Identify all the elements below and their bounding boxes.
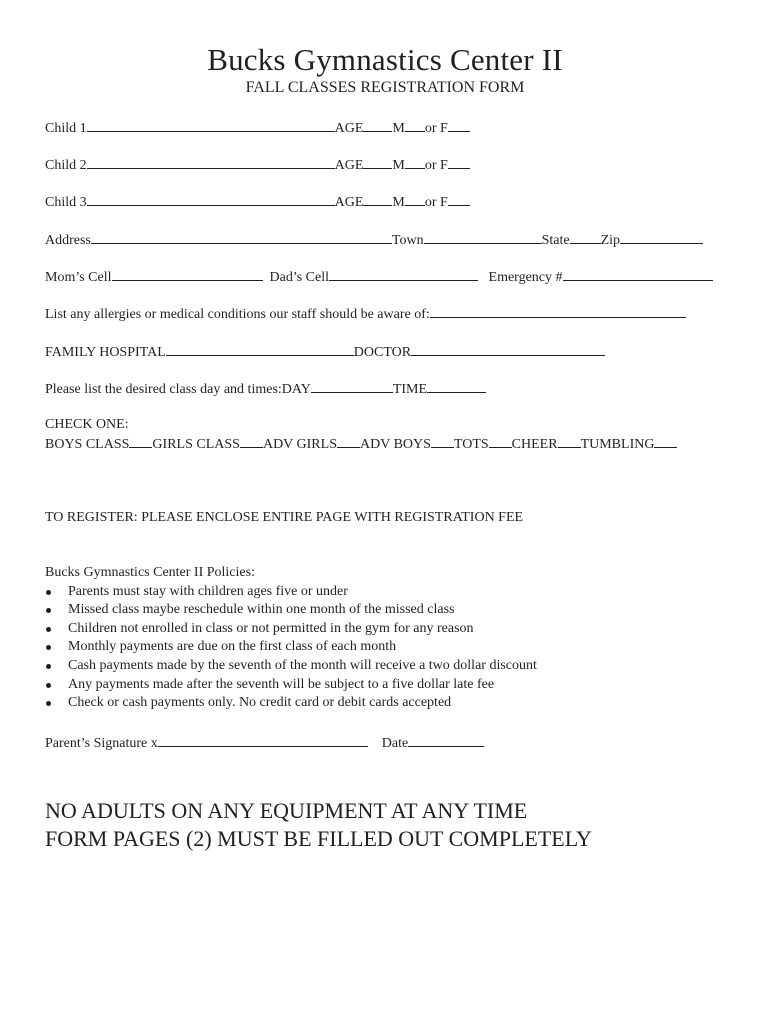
hospital-label: FAMILY HOSPITAL <box>45 345 166 360</box>
age-label: AGE <box>334 121 364 136</box>
bullet-icon <box>46 683 51 688</box>
male-label: M <box>392 195 405 210</box>
policy-item: Cash payments made by the seventh of the month will receive a two dollar discount <box>45 657 537 676</box>
option-tots: TOTS <box>453 437 489 452</box>
female-field[interactable] <box>448 192 470 206</box>
policy-item: Children not enrolled in class or not permitted in the gym for any reason <box>45 620 537 639</box>
policies-list <box>45 583 537 713</box>
age-label: AGE <box>334 158 364 173</box>
option-adv-boys: ADV BOYS <box>359 437 431 452</box>
moms-cell-label: Mom’s Cell <box>45 270 112 285</box>
option-tumbling: TUMBLING <box>580 437 655 452</box>
town-field[interactable] <box>424 230 542 244</box>
dads-cell-field[interactable] <box>329 267 478 281</box>
class-time-field[interactable] <box>427 379 486 393</box>
address-row <box>45 230 703 250</box>
age-field[interactable] <box>363 118 392 132</box>
child-row <box>45 155 470 175</box>
child-row <box>45 118 470 138</box>
emergency-label: Emergency # <box>488 270 563 285</box>
form-title: Bucks Gymnastics Center II <box>207 42 563 77</box>
allergies-label: List any allergies or medical conditions our staff should be aware of: <box>45 307 430 322</box>
option-adv-girls-check[interactable] <box>337 434 360 448</box>
signature-label: Parent’s Signature x <box>45 736 158 751</box>
notice-form-pages: FORM PAGES (2) MUST BE FILLED OUT COMPLETELY <box>45 826 592 851</box>
option-cheer: CHEER <box>511 437 558 452</box>
policies-section <box>45 564 537 713</box>
hospital-row <box>45 342 605 362</box>
state-label: State <box>541 233 570 248</box>
notice-no-adults: NO ADULTS ON ANY EQUIPMENT AT ANY TIME <box>45 798 528 823</box>
age-label: AGE <box>334 195 364 210</box>
state-field[interactable] <box>570 230 601 244</box>
policy-item: Check or cash payments only. No credit card or debit cards accepted <box>45 694 537 713</box>
zip-label: Zip <box>600 233 621 248</box>
female-label: or F <box>424 158 448 173</box>
female-field[interactable] <box>448 155 470 169</box>
child-label: Child 1 <box>45 121 87 136</box>
option-boys-class-check[interactable] <box>129 434 152 448</box>
bullet-icon <box>46 664 51 669</box>
class-day-label: Please list the desired class day and times:DAY <box>45 382 311 397</box>
policy-item: Any payments made after the seventh will be subject to a five dollar late fee <box>45 676 537 695</box>
bullet-icon <box>46 608 51 613</box>
allergies-field[interactable] <box>430 304 686 318</box>
bullet-icon <box>46 645 51 650</box>
option-boys-class: BOYS CLASS <box>45 437 130 452</box>
option-tots-check[interactable] <box>489 434 512 448</box>
bullet-icon <box>46 627 51 632</box>
doctor-label: DOCTOR <box>353 345 412 360</box>
male-label: M <box>392 121 405 136</box>
form-subtitle: FALL CLASSES REGISTRATION FORM <box>245 79 525 96</box>
male-label: M <box>392 158 405 173</box>
class-day-field[interactable] <box>311 379 393 393</box>
policy-item: Monthly payments are due on the first class of each month <box>45 638 537 657</box>
option-girls-class-check[interactable] <box>240 434 263 448</box>
bullet-icon <box>46 701 51 706</box>
check-one-options <box>45 434 677 454</box>
female-label: or F <box>424 195 448 210</box>
allergies-row <box>45 304 686 324</box>
register-note: TO REGISTER: PLEASE ENCLOSE ENTIRE PAGE WITH REGISTRATION FEE <box>45 510 524 525</box>
female-label: or F <box>424 121 448 136</box>
emergency-field[interactable] <box>563 267 713 281</box>
moms-cell-field[interactable] <box>112 267 263 281</box>
option-adv-girls: ADV GIRLS <box>262 437 337 452</box>
address-label: Address <box>45 233 91 248</box>
child-label: Child 2 <box>45 158 87 173</box>
address-field[interactable] <box>91 230 392 244</box>
female-field[interactable] <box>448 118 470 132</box>
option-tumbling-check[interactable] <box>654 434 677 448</box>
dads-cell-label: Dad’s Cell <box>269 270 330 285</box>
signature-row <box>45 733 484 753</box>
signature-field[interactable] <box>158 733 368 747</box>
policy-item: Parents must stay with children ages five or under <box>45 583 537 602</box>
male-field[interactable] <box>405 192 425 206</box>
male-field[interactable] <box>405 118 425 132</box>
date-label: Date <box>381 736 409 751</box>
age-field[interactable] <box>363 192 392 206</box>
town-label: Town <box>391 233 424 248</box>
hospital-field[interactable] <box>166 342 354 356</box>
zip-field[interactable] <box>620 230 703 244</box>
child-name-field[interactable] <box>87 192 335 206</box>
check-one-heading: CHECK ONE: <box>45 417 129 432</box>
age-field[interactable] <box>363 155 392 169</box>
child-name-field[interactable] <box>87 118 335 132</box>
male-field[interactable] <box>405 155 425 169</box>
doctor-field[interactable] <box>411 342 605 356</box>
child-name-field[interactable] <box>87 155 335 169</box>
option-cheer-check[interactable] <box>558 434 581 448</box>
class-time-row <box>45 379 486 399</box>
phones-row <box>45 267 713 287</box>
option-girls-class: GIRLS CLASS <box>152 437 240 452</box>
class-time-label: TIME <box>392 382 428 397</box>
date-field[interactable] <box>408 733 484 747</box>
child-label: Child 3 <box>45 195 87 210</box>
policy-item: Missed class maybe reschedule within one month of the missed class <box>45 601 537 620</box>
bullet-icon <box>46 590 51 595</box>
policies-heading: Bucks Gymnastics Center II Policies: <box>45 565 255 580</box>
child-row <box>45 192 470 212</box>
option-adv-boys-check[interactable] <box>431 434 454 448</box>
